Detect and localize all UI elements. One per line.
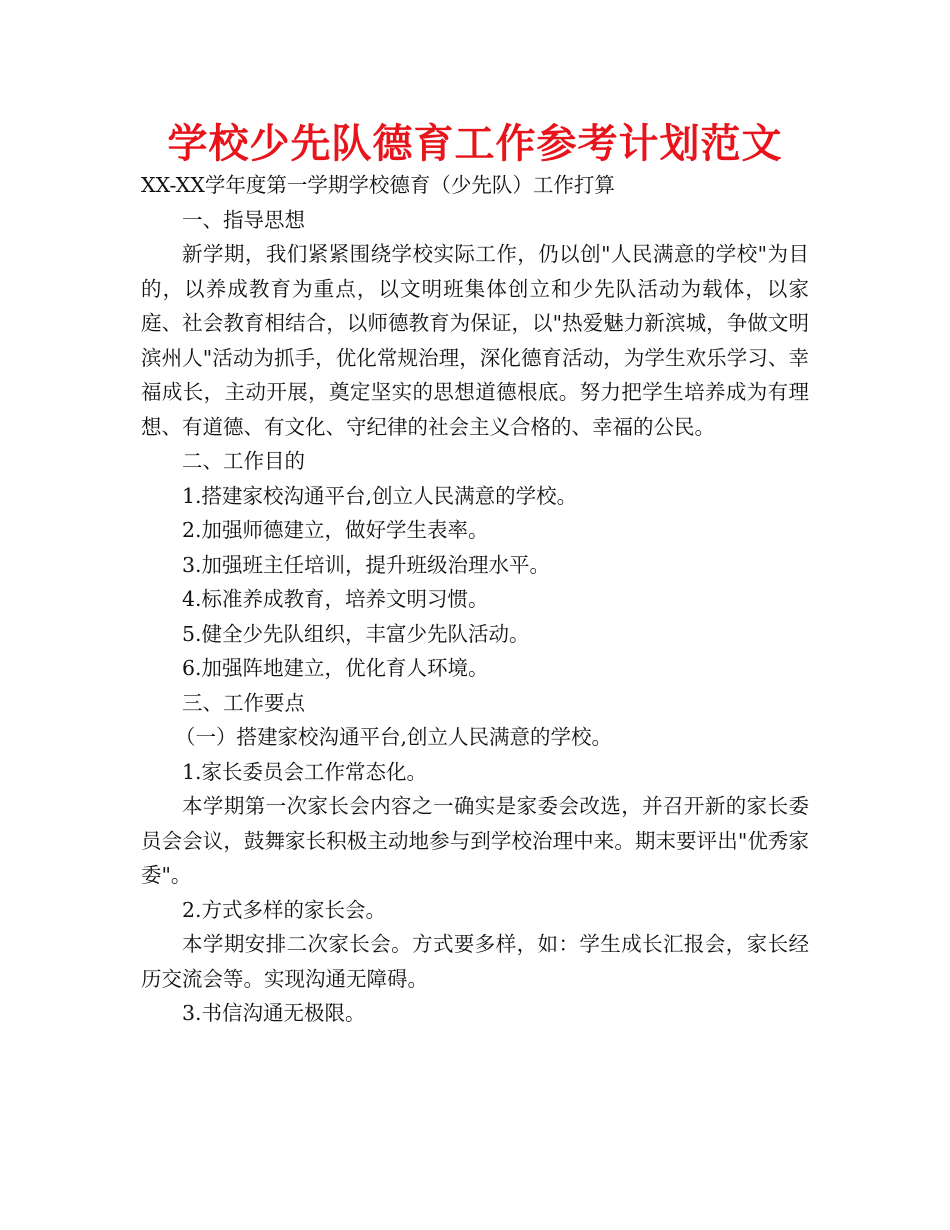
paragraph-parent-meetings: 本学期安排二次家长会。方式要多样，如：学生成长汇报会，家长经历交流会等。实现沟通无障碍。 [141,932,809,991]
document-title: 学校少先队德育工作参考计划范文 [167,121,783,167]
goal-item-4: 4.标准养成教育，培养文明习惯。 [182,587,489,611]
key-point-item-3: 3.书信沟通无极限。 [182,1001,366,1025]
document-subtitle: XX-XX学年度第一学期学校德育（少先队）工作打算 [141,173,615,197]
key-point-item-2: 2.方式多样的家长会。 [182,897,387,922]
subsection-heading-1: （一）搭建家校沟通平台,创立人民满意的学校。 [175,725,613,749]
section-heading-goals: 二、工作目的 [182,449,305,473]
document-body [141,168,809,1031]
goal-item-3: 3.加强班主任培训，提升班级治理水平。 [182,552,551,577]
key-point-item-1: 1.家长委员会工作常态化。 [182,759,428,784]
goal-item-6: 6.加强阵地建立，优化育人环境。 [182,656,489,680]
paragraph-parent-committee: 本学期第一次家长会内容之一确实是家委会改选，并召开新的家长委员会会议，鼓舞家长积极主动地参与到学校治理中来。期末要评出"优秀家委"。 [141,794,809,887]
section-heading-guiding-thought: 一、指导思想 [182,207,305,232]
goal-item-5: 5.健全少先队组织，丰富少先队活动。 [182,621,530,646]
paragraph-guiding-thought: 新学期，我们紧紧围绕学校实际工作，仍以创"人民满意的学校"为目的，以养成教育为重点，以文明班集体创立和少先队活动为载体，以家庭、社会教育相结合，以师德教育为保证，以"热爱魅力新滨城，争做文明滨州人"活动为抓手，优化常规治理，深化德育活动，为学生欢乐学习、幸福成长，主动开展，奠定坚实的思想道德根底。努力把学生培养成为有理想、有道德、有文化、守纪律的社会主义合格的、幸福的公民。 [141,242,809,439]
goal-item-1: 1.搭建家校沟通平台,创立人民满意的学校。 [182,483,578,508]
goal-item-2: 2.加强师德建立，做好学生表率。 [182,518,489,542]
section-heading-key-points: 三、工作要点 [182,690,305,715]
